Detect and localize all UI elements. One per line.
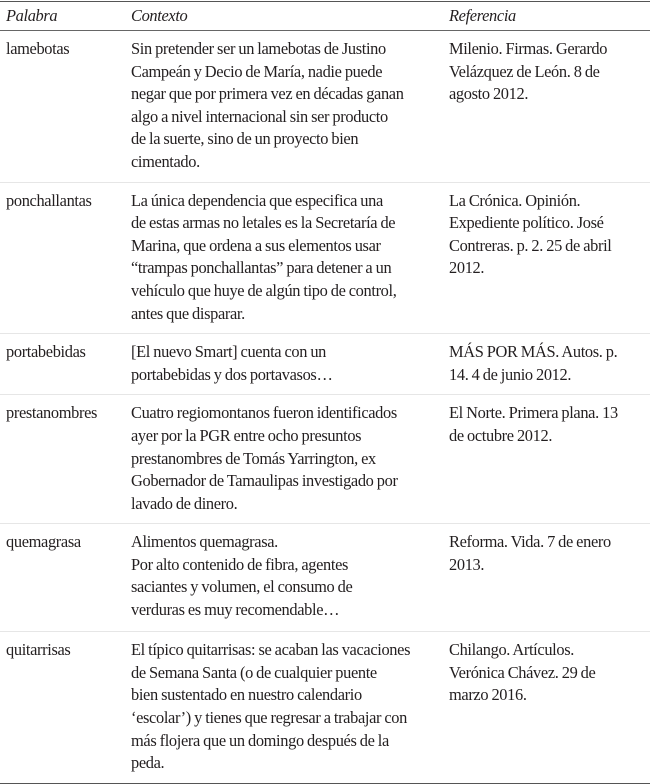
word-cell: quitarrisas xyxy=(6,640,71,660)
reference-cell-line: Chilango. Artículos. xyxy=(449,640,574,660)
context-cell-line: [El nuevo Smart] cuenta con un xyxy=(131,342,327,362)
context-cell-line: de la suerte, sino de un proyecto bien xyxy=(131,129,359,149)
reference-cell-line: La Crónica. Opinión. xyxy=(449,190,581,210)
word-table xyxy=(0,1,650,784)
reference-cell-line: 2012. xyxy=(449,258,485,278)
reference-cell-line: de octubre 2012. xyxy=(449,425,553,445)
word-cell: ponchallantas xyxy=(6,190,92,210)
reference-cell-line: 14. 4 de junio 2012. xyxy=(449,364,572,384)
context-cell-line: ayer por la PGR entre ocho presuntos xyxy=(131,425,362,445)
context-cell-line: Sin pretender ser un lamebotas de Justino xyxy=(131,39,386,58)
table-row xyxy=(0,31,650,183)
reference-cell-line: MÁS POR MÁS. Autos. p. xyxy=(449,342,618,362)
context-cell-line: vehículo que huye de algún tipo de control, xyxy=(131,280,397,300)
header-reference: Referencia xyxy=(449,6,516,25)
reference-cell-line: Velázquez de León. 8 de xyxy=(449,61,600,81)
table-row xyxy=(0,334,650,395)
reference-cell xyxy=(449,395,650,515)
reference-cell-line: marzo 2016. xyxy=(449,685,527,705)
context-cell xyxy=(131,395,449,515)
context-cell xyxy=(131,31,449,174)
table-header-row xyxy=(0,2,650,31)
context-cell-line: bien sustentado en nuestro calendario xyxy=(131,685,362,705)
context-cell-line: ‘escolar’) y tienes que regresar a trabajar con xyxy=(131,708,407,728)
table-body xyxy=(0,31,650,783)
reference-cell-line: agosto 2012. xyxy=(449,84,529,104)
table-row xyxy=(0,524,650,632)
context-cell-line: Campeán y Decio de María, nadie puede xyxy=(131,61,383,81)
context-cell xyxy=(131,632,449,775)
reference-cell xyxy=(449,524,650,623)
word-cell: quemagrasa xyxy=(6,532,81,552)
context-cell-line: más flojera que un domingo después de la xyxy=(131,730,389,750)
context-cell xyxy=(131,524,449,623)
context-cell-line: Marina, que ordena a sus elementos usar xyxy=(131,235,381,255)
header-context: Contexto xyxy=(131,6,188,25)
reference-cell-line: Verónica Chávez. 29 de xyxy=(449,662,596,682)
table-row xyxy=(0,632,650,783)
context-cell-line: negar que por primera vez en décadas ganan xyxy=(131,84,404,104)
context-cell xyxy=(131,334,449,386)
context-cell-line: de Semana Santa (o de cualquier puente xyxy=(131,662,377,682)
context-cell-line: La única dependencia que especifica una xyxy=(131,190,383,210)
word-cell: prestanombres xyxy=(6,403,98,423)
context-cell-line: “trampas ponchallantas” para detener a un xyxy=(131,258,392,278)
reference-cell xyxy=(449,632,650,775)
context-cell-line: Gobernador de Tamaulipas investigado por xyxy=(131,471,398,491)
reference-cell xyxy=(449,183,650,326)
table-row xyxy=(0,183,650,335)
context-cell-line: prestanombres de Tomás Yarrington, ex xyxy=(131,448,376,468)
context-cell xyxy=(131,183,449,326)
word-cell: lamebotas xyxy=(6,39,70,58)
context-cell-line: Cuatro regiomontanos fueron identificados xyxy=(131,403,397,423)
reference-cell xyxy=(449,31,650,174)
reference-cell-line: 2013. xyxy=(449,554,485,574)
context-cell-line: Alimentos quemagrasa. xyxy=(131,532,278,552)
context-cell-line: portabebidas y dos portavasos… xyxy=(131,364,333,384)
context-cell-line: saciantes y volumen, el consumo de xyxy=(131,577,353,597)
reference-cell-line: Expediente político. José xyxy=(449,213,604,233)
context-cell-line: Por alto contenido de fibra, agentes xyxy=(131,554,349,574)
reference-cell-line: El Norte. Primera plana. 13 xyxy=(449,403,618,423)
context-cell-line: cimentado. xyxy=(131,151,200,171)
reference-cell-line: Milenio. Firmas. Gerardo xyxy=(449,39,608,58)
context-cell-line: antes que disparar. xyxy=(131,303,245,323)
table-row xyxy=(0,395,650,524)
reference-cell-line: Contreras. p. 2. 25 de abril xyxy=(449,235,612,255)
context-cell-line: verduras es muy recomendable… xyxy=(131,600,340,620)
context-cell-line: de estas armas no letales es la Secretaría de xyxy=(131,213,396,233)
header-word: Palabra xyxy=(6,6,58,25)
reference-cell xyxy=(449,334,650,386)
context-cell-line: El típico quitarrisas: se acaban las vacaciones xyxy=(131,640,411,660)
reference-cell-line: Reforma. Vida. 7 de enero xyxy=(449,532,611,552)
context-cell-line: lavado de dinero. xyxy=(131,493,238,513)
context-cell-line: peda. xyxy=(131,753,165,773)
context-cell-line: algo a nivel internacional sin ser producto xyxy=(131,106,388,126)
word-cell: portabebidas xyxy=(6,342,86,362)
